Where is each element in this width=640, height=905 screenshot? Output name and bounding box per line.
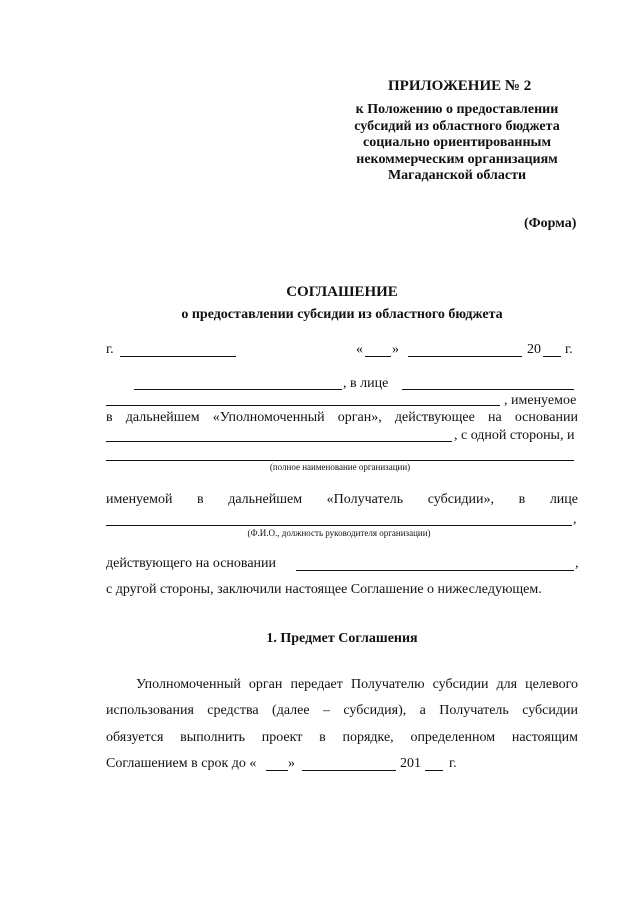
year-suffix: г. <box>565 342 573 357</box>
section1-heading: 1. Предмет Соглашения <box>266 631 418 646</box>
section1-para-line-1: Уполномоченный орган передает Получателю субсидии для целевого <box>136 677 578 692</box>
section1-para-line-4b: » <box>288 756 295 771</box>
deadline-year-line <box>425 770 443 771</box>
deadline-day-line <box>266 770 288 771</box>
agreement-title: СОГЛАШЕНИЕ <box>286 284 398 300</box>
appendix-line-4: некоммерческим организациям <box>356 151 558 167</box>
city-blank-line <box>120 356 236 357</box>
authority-name-line <box>134 389 342 390</box>
appendix-line-1: к Положению о предоставлении <box>355 102 559 117</box>
section1-para-line-4a: Соглашением в срок до « <box>106 756 257 771</box>
month-blank-line <box>408 356 522 357</box>
one-side-label: , с одной стороны, и <box>454 428 575 443</box>
appendix-subtitle <box>340 102 574 185</box>
day-quote-open: « <box>356 342 363 357</box>
section1-para-line-4d: г. <box>449 756 457 771</box>
section1-para-line-2: использования средства (далее – субсидия), а Получатель субсидии <box>106 703 578 718</box>
recipient-head-caption: (Ф.И.О., должность руководителя организации) <box>247 528 431 538</box>
appendix-line-3: социально ориентированным <box>363 135 551 150</box>
appendix-line-2: субсидий из областного бюджета <box>354 118 560 134</box>
organization-name-caption: (полное наименование организации) <box>269 462 411 472</box>
agreement-subtitle: о предоставлении субсидии из областного бюджета <box>181 307 503 322</box>
recipient-basis-comma: , <box>575 556 579 571</box>
appendix-line-5: Магаданской области <box>387 168 527 183</box>
authority-basis-line <box>106 441 452 442</box>
year-prefix: 20 <box>527 342 541 357</box>
section1-para-line-3: обязуется выполнить проект в порядке, определенном настоящим <box>106 730 578 745</box>
organization-name-line <box>106 460 574 461</box>
named-label: , именуемое <box>504 393 577 408</box>
recipient-intro-text: именуемой в дальнейшем «Получатель субсидии», в лице <box>106 492 578 507</box>
year-blank-line <box>543 356 561 357</box>
recipient-head-comma: , <box>573 512 577 527</box>
authority-person-line <box>402 389 574 390</box>
recipient-acting-label: действующего на основании <box>106 556 277 571</box>
recipient-basis-line <box>296 570 574 571</box>
in-person-label: , в лице <box>343 376 389 391</box>
appendix-title: ПРИЛОЖЕНИЕ № 2 <box>388 78 532 94</box>
authority-basis-text: в дальнейшем «Уполномоченный орган», действующее на основании <box>106 410 578 425</box>
form-label: (Форма) <box>524 216 577 231</box>
day-blank-line <box>365 356 391 357</box>
authority-person-line-2 <box>106 405 500 406</box>
other-side-text: с другой стороны, заключили настоящее Соглашение о нижеследующем. <box>106 582 542 597</box>
day-quote-close: » <box>392 342 399 357</box>
section1-para-line-4c: 201 <box>400 756 421 771</box>
recipient-head-line <box>106 525 572 526</box>
deadline-month-line <box>302 770 396 771</box>
city-prefix: г. <box>106 342 114 357</box>
